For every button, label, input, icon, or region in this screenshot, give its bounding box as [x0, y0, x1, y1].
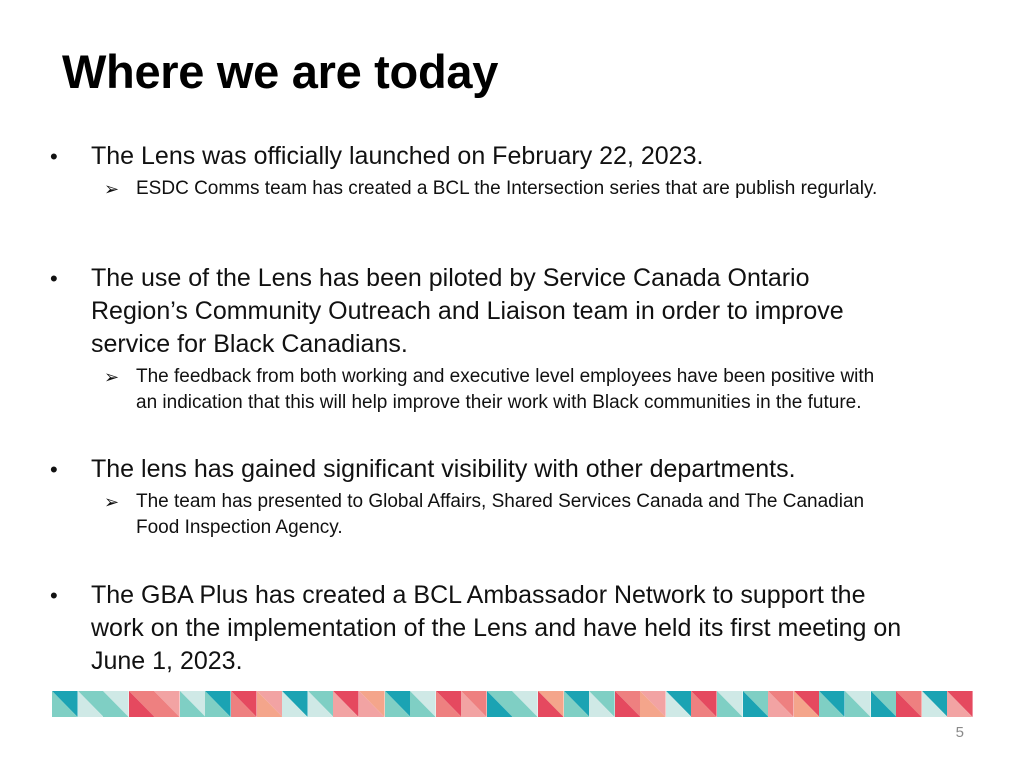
bullet-text: The lens has gained significant visibility with other departments.: [91, 455, 796, 483]
bullet-text-line: The GBA Plus has created a BCL Ambassador Network to support the: [91, 581, 866, 609]
arrow-bullet-icon: ➢: [104, 179, 120, 199]
sub-bullet-text-line: Food Inspection Agency.: [136, 517, 343, 538]
banner-triangle-tile: [845, 691, 871, 717]
banner-triangle-tile: [487, 691, 513, 717]
sub-bullet-text-line: The team has presented to Global Affairs, Shared Services Canada and The Canadian: [136, 491, 865, 512]
sub-bullet-text: ESDC Comms team has created a BCL the Intersection series that are publish regurlaly.: [136, 178, 878, 199]
banner-triangle-tile: [52, 691, 78, 717]
banner-triangle-tile: [103, 691, 129, 717]
banner-triangle-tile: [717, 691, 743, 717]
bullet-text-line: June 1, 2023.: [91, 647, 243, 675]
banner-triangle-tile: [257, 691, 283, 717]
banner-triangle-tile: [896, 691, 922, 717]
banner-triangle-tile: [282, 691, 308, 717]
banner-triangle-tile: [871, 691, 897, 717]
banner-triangle-tile: [666, 691, 692, 717]
banner-triangle-tile: [410, 691, 436, 717]
banner-triangle-tile: [564, 691, 590, 717]
bullet-dot-icon: •: [50, 583, 58, 608]
sub-bullet-text-line: an indication that this will help improve their work with Black communities in the future.: [136, 392, 862, 413]
banner-triangle-tile: [359, 691, 385, 717]
banner-triangle-tile: [794, 691, 820, 717]
bullet-text-line: work on the implementation of the Lens and have held its first meeting on: [91, 614, 902, 642]
banner-triangle-tile: [640, 691, 666, 717]
page-number: 5: [955, 724, 964, 741]
bullet-dot-icon: •: [50, 144, 58, 169]
slide-title: Where we are today: [62, 45, 499, 98]
arrow-bullet-icon: ➢: [104, 492, 120, 512]
bullet-text-line: service for Black Canadians.: [91, 330, 408, 358]
sub-bullet-text-line: The feedback from both working and executive level employees have been positive with: [136, 366, 875, 387]
banner-triangle-tile: [615, 691, 641, 717]
banner-triangle-tile: [385, 691, 411, 717]
banner-triangle-tile: [947, 691, 973, 717]
banner-triangle-tile: [768, 691, 794, 717]
banner-triangle-tile: [129, 691, 155, 717]
banner-triangle-tile: [333, 691, 359, 717]
arrow-bullet-icon: ➢: [104, 367, 120, 387]
bullet-text: The Lens was officially launched on February 22, 2023.: [91, 142, 704, 170]
banner-triangle-tile: [78, 691, 104, 717]
banner-triangle-tile: [743, 691, 769, 717]
bullet-text-line: The use of the Lens has been piloted by Service Canada Ontario: [91, 264, 810, 292]
banner-triangle-tile: [589, 691, 615, 717]
decorative-triangle-banner: [52, 691, 973, 717]
banner-triangle-tile: [922, 691, 948, 717]
banner-triangle-tile: [691, 691, 717, 717]
banner-triangle-tile: [231, 691, 257, 717]
banner-triangle-tile: [819, 691, 845, 717]
banner-triangle-tile: [538, 691, 564, 717]
banner-triangle-tile: [205, 691, 231, 717]
banner-triangle-tile: [436, 691, 462, 717]
bullet-text-line: Region’s Community Outreach and Liaison team in order to improve: [91, 297, 844, 325]
bullet-dot-icon: •: [50, 457, 58, 482]
banner-triangle-tile: [180, 691, 206, 717]
banner-triangle-tile: [512, 691, 538, 717]
banner-triangle-tile: [308, 691, 334, 717]
banner-triangle-tile: [461, 691, 487, 717]
banner-triangle-tile: [154, 691, 180, 717]
bullet-dot-icon: •: [50, 266, 58, 291]
